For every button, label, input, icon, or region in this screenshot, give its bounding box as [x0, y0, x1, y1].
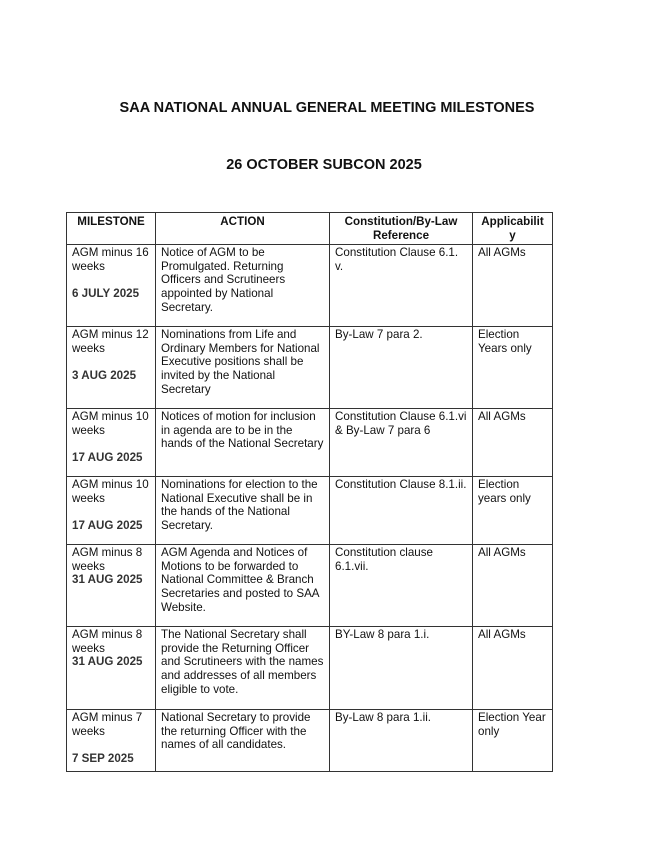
milestones-table — [66, 212, 553, 772]
milestone-offset: AGM minus 10 weeks — [72, 478, 149, 505]
action-cell: Nominations from Life and Ordinary Members for National Executive positions shall be invited by the National Secretary — [156, 327, 330, 409]
document-subtitle: 26 OCTOBER SUBCON 2025 — [226, 157, 422, 173]
header-applicability: Applicabilit y — [473, 213, 553, 245]
action-cell: National Secretary to provide the returning Officer with the names of all candidates. — [156, 710, 330, 772]
reference-cell: Constitution clause 6.1.vii. — [330, 545, 473, 627]
milestone-cell — [67, 327, 156, 409]
milestone-cell — [67, 245, 156, 327]
milestone-cell — [67, 545, 156, 627]
action-cell: Notices of motion for inclusion in agenda are to be in the hands of the National Secretary — [156, 409, 330, 477]
milestone-date: 31 AUG 2025 — [72, 655, 143, 669]
applicability-cell: All AGMs — [473, 545, 553, 627]
action-cell: The National Secretary shall provide the Returning Officer and Scrutineers with the names and addresses of all members eligible to vote. — [156, 627, 330, 710]
table-row — [67, 477, 553, 545]
reference-cell: Constitution Clause 8.1.ii. — [330, 477, 473, 545]
table-header-row — [67, 213, 553, 245]
milestone-offset: AGM minus 16 weeks — [72, 246, 149, 273]
milestone-date: 3 AUG 2025 — [72, 368, 137, 382]
milestone-offset: AGM minus 8 weeks — [72, 628, 143, 655]
milestone-date: 17 AUG 2025 — [72, 450, 143, 464]
action-cell: Notice of AGM to be Promulgated. Returning Officers and Scrutineers appointed by National Secretary. — [156, 245, 330, 327]
reference-cell: Constitution Clause 6.1.vi & By-Law 7 para 6 — [330, 409, 473, 477]
reference-cell: Constitution Clause 6.1. v. — [330, 245, 473, 327]
applicability-cell: Election years only — [473, 477, 553, 545]
reference-cell: By-Law 7 para 2. — [330, 327, 473, 409]
reference-cell: BY-Law 8 para 1.i. — [330, 627, 473, 710]
table-row — [67, 245, 553, 327]
table-row — [67, 409, 553, 477]
applicability-cell: Election Year only — [473, 710, 553, 772]
milestone-offset: AGM minus 8 weeks — [72, 546, 143, 573]
milestone-cell — [67, 477, 156, 545]
applicability-cell: All AGMs — [473, 409, 553, 477]
milestone-offset: AGM minus 7 weeks — [72, 711, 143, 738]
applicability-cell: All AGMs — [473, 245, 553, 327]
milestone-offset: AGM minus 12 weeks — [72, 328, 149, 355]
header-action: ACTION — [156, 213, 330, 245]
milestone-cell — [67, 409, 156, 477]
table-row — [67, 710, 553, 772]
table-row — [67, 627, 553, 710]
document-title: SAA NATIONAL ANNUAL GENERAL MEETING MILESTONES — [119, 100, 535, 116]
applicability-cell: Election Years only — [473, 327, 553, 409]
milestone-date: 17 AUG 2025 — [72, 518, 143, 532]
reference-cell: By-Law 8 para 1.ii. — [330, 710, 473, 772]
milestone-date: 7 SEP 2025 — [72, 751, 134, 765]
table-row — [67, 545, 553, 627]
milestone-date: 6 JULY 2025 — [72, 286, 140, 300]
header-reference: Constitution/By-Law Reference — [330, 213, 473, 245]
table-row — [67, 327, 553, 409]
header-milestone: MILESTONE — [67, 213, 156, 245]
milestone-date: 31 AUG 2025 — [72, 573, 143, 587]
action-cell: Nominations for election to the National Executive shall be in the hands of the National Secretary. — [156, 477, 330, 545]
applicability-cell: All AGMs — [473, 627, 553, 710]
milestone-cell — [67, 710, 156, 772]
milestone-offset: AGM minus 10 weeks — [72, 410, 149, 437]
action-cell: AGM Agenda and Notices of Motions to be forwarded to National Committee & Branch Secretaries and posted to SAA Website. — [156, 545, 330, 627]
milestone-cell — [67, 627, 156, 710]
